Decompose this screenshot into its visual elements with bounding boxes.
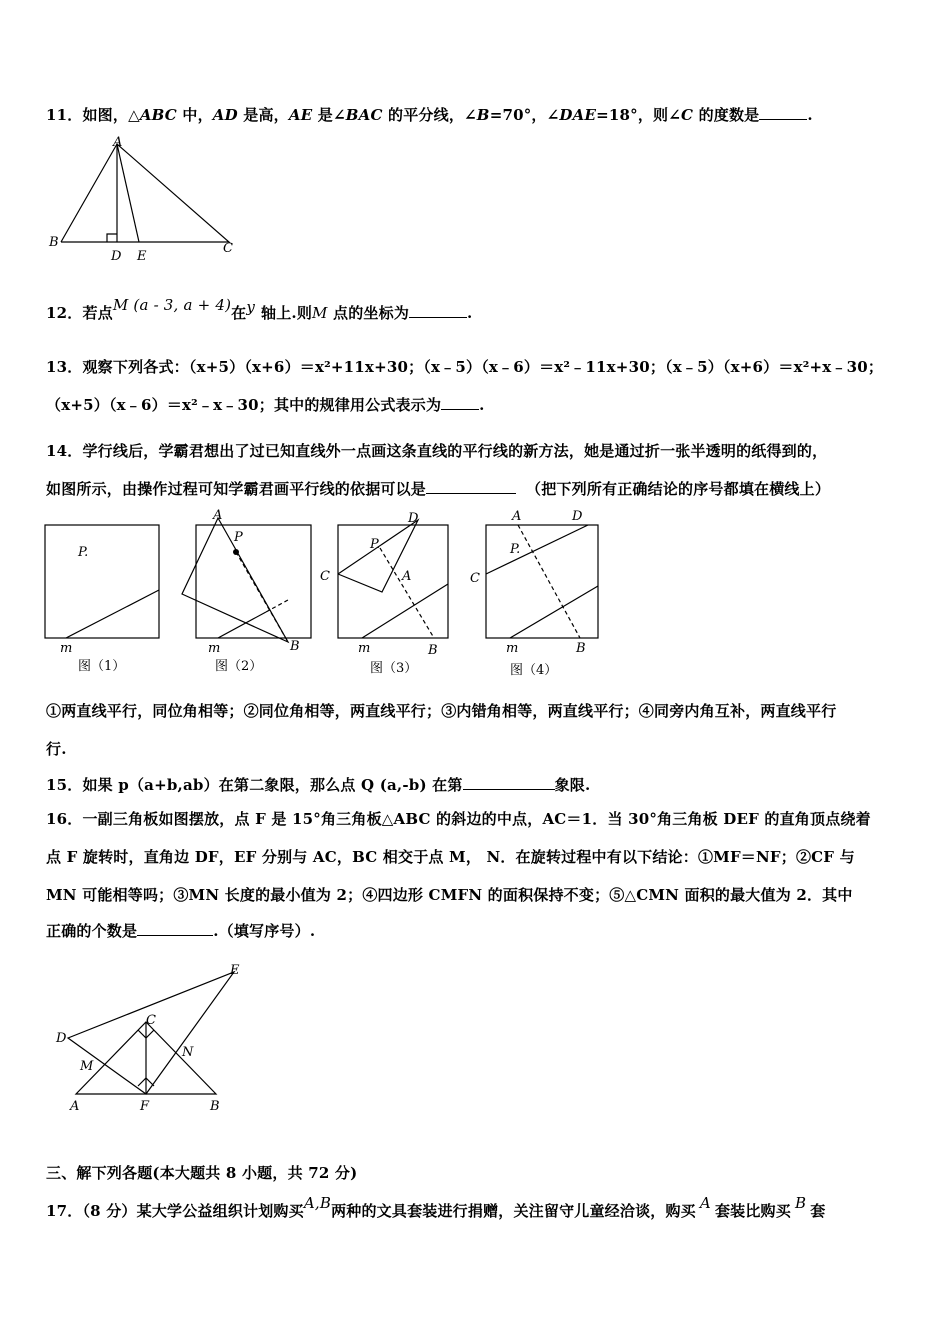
q16-triangle-figure: [50, 958, 260, 1118]
svg-text:D: D: [572, 509, 583, 524]
svg-text:B: B: [428, 643, 438, 658]
answer-blank: [137, 923, 213, 936]
svg-text:A: A: [512, 509, 522, 524]
answer-blank: [441, 397, 479, 410]
q14-line2: 如图所示，由操作过程可知学霸君画平行线的依据可以是 （把下列所有正确结论的序号都填在横线上）: [46, 480, 831, 498]
q14-figures: [40, 508, 620, 684]
svg-text:C: C: [146, 1013, 156, 1028]
svg-text:图（1）: 图（1）: [78, 659, 126, 674]
q16-line3: MN 可能相等吗；③MN 长度的最小值为 2；④四边形 CMFN 的面积保持不变；⑤△CMN 面积的最大值为 2．其中: [46, 886, 853, 904]
svg-text:A: A: [402, 569, 412, 584]
q16-line2: 点 F 旋转时，直角边 DF，EF 分别与 AC，BC 相交于点 M， N．在旋转过程中有以下结论：①MF＝NF；②CF 与: [46, 848, 855, 866]
svg-text:D: D: [56, 1031, 67, 1046]
svg-text:B: B: [576, 641, 586, 656]
svg-text:D: D: [408, 511, 419, 526]
answer-blank: [409, 305, 467, 318]
svg-text:A: A: [113, 135, 123, 150]
svg-text:图（2）: 图（2）: [215, 659, 263, 674]
q15-text: 15．如果 p（a+b,ab）在第二象限，那么点 Q (a,-b) 在第 象限.: [46, 776, 591, 794]
section-3-title: 三、解下列各题(本大题共 8 小题，共 72 分): [46, 1164, 358, 1182]
answer-blank: [426, 481, 516, 494]
svg-text:B: B: [49, 235, 59, 250]
q16-line1: 16．一副三角板如图摆放，点 F 是 15°角三角板△ABC 的斜边的中点，AC＝1．当 30°角三角板 DEF 的直角顶点绕着: [46, 810, 871, 828]
svg-text:m: m: [506, 641, 519, 656]
svg-text:C: C: [223, 241, 233, 256]
svg-text:N: N: [182, 1045, 194, 1060]
q14-options-cont: 行.: [46, 740, 67, 758]
q13-line1: 13．观察下列各式：（x+5）（x+6）＝x²+11x+30；（x﹣5）（x﹣6）＝x²﹣11x+30；（x﹣5）（x+6）＝x²+x﹣30；: [46, 358, 884, 376]
svg-text:P.: P.: [510, 542, 521, 557]
svg-text:B: B: [290, 639, 300, 654]
svg-text:D: D: [111, 249, 122, 264]
svg-text:B: B: [210, 1099, 220, 1114]
svg-text:E: E: [230, 963, 240, 978]
q16-line4: 正确的个数是 .（填写序号）.: [46, 922, 316, 940]
svg-text:m: m: [60, 641, 73, 656]
svg-text:P.: P.: [78, 545, 89, 560]
q14-options: ①两直线平行，同位角相等；②同位角相等，两直线平行；③内错角相等，两直线平行；④同旁内角互补，两直线平行: [46, 702, 837, 720]
q11-text: 11．如图，△ABC 中，AD 是高，AE 是∠BAC 的平分线，∠B=70°，∠DAE=18°，则∠C 的度数是 .: [46, 106, 813, 124]
svg-text:P.: P.: [370, 537, 381, 552]
q14-line1: 14．学行线后，学霸君想出了过已知直线外一点画这条直线的平行线的新方法，她是通过折一张半透明的纸得到的，: [46, 442, 828, 460]
q17-text: 17．（8 分）某大学公益组织计划购买A,B两种的文具套装进行捐赠，关注留守儿童经洽谈，购买 A 套装比购买 B 套: [46, 1194, 826, 1220]
svg-text:F: F: [140, 1099, 150, 1114]
svg-text:图（4）: 图（4）: [510, 663, 558, 678]
svg-text:m: m: [358, 641, 371, 656]
svg-text:E: E: [137, 249, 147, 264]
svg-text:图（3）: 图（3）: [370, 661, 418, 676]
svg-text:A: A: [213, 508, 223, 523]
q11-triangle-figure: [45, 134, 245, 269]
svg-text:M: M: [80, 1059, 94, 1074]
q12-text: 12．若点M (a - 3, a + 4)在y 轴上.则M 点的坐标为 .: [46, 296, 473, 322]
answer-blank: [759, 107, 807, 120]
svg-text:A: A: [70, 1099, 80, 1114]
answer-blank: [463, 777, 555, 790]
svg-text:m: m: [208, 641, 221, 656]
svg-text:C: C: [470, 571, 480, 586]
svg-text:P: P: [234, 530, 243, 545]
svg-text:C: C: [320, 569, 330, 584]
q13-line2: （x+5）（x﹣6）＝x²﹣x﹣30；其中的规律用公式表示为 .: [46, 396, 485, 414]
